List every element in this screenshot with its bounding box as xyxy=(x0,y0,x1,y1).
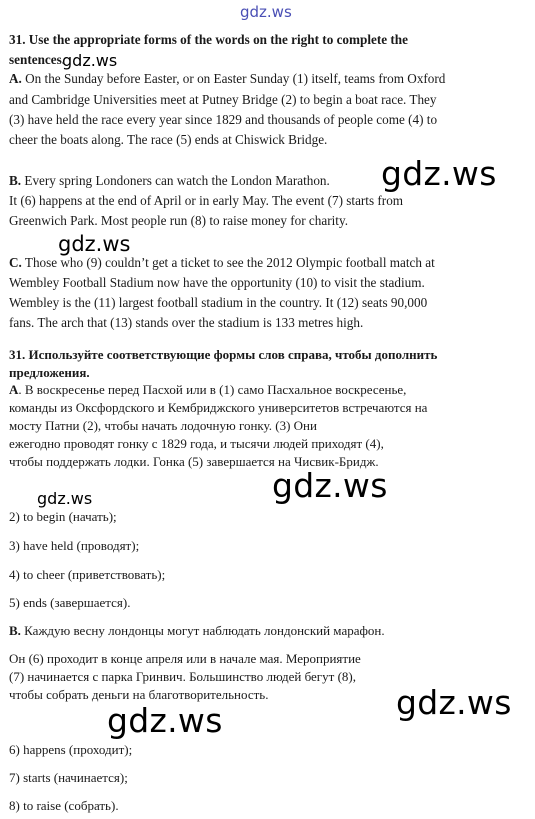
watermark-right-upper: gdz.ws xyxy=(381,154,497,193)
answer-item: 6) happens (проходит); xyxy=(9,742,133,757)
translation-a-line: чтобы поддержать лодки. Гонка (5) завершается на Чисвик-Бридж. xyxy=(9,454,379,469)
translation-b-line: чтобы собрать деньги на благотворительность. xyxy=(9,687,269,702)
answer-item: 8) to raise (собрать). xyxy=(9,798,119,813)
paragraph-c-line: Wembley Football Stadium now have the opportunity (10) to visit the stadium. xyxy=(9,275,425,290)
exercise-heading-en-cont: sentences. xyxy=(9,52,66,67)
watermark-heading: gdz.ws xyxy=(62,51,118,70)
translation-a-line: мосту Патни (2), чтобы начать лодочную гонку. (3) Они xyxy=(9,418,317,433)
paragraph-b-line: B. Every spring Londoners can watch the London Marathon. xyxy=(9,173,330,188)
answer-item: 5) ends (завершается). xyxy=(9,595,131,610)
watermark-center: gdz.ws xyxy=(272,466,388,505)
paragraph-b-line: Greenwich Park. Most people run (8) to raise money for charity. xyxy=(9,213,348,228)
paragraph-a-line: (3) have held the race every year since 1829 and thousands of people come (4) to xyxy=(9,112,438,127)
paragraph-a-line: A. On the Sunday before Easter, or on Easter Sunday (1) itself, teams from Oxford xyxy=(9,71,446,86)
answer-item: 4) to cheer (приветствовать); xyxy=(9,567,166,582)
watermark-right-lower: gdz.ws xyxy=(396,683,512,722)
translation-b-label: В. xyxy=(9,623,21,638)
translation-b-line: В. Каждую весну лондонцы могут наблюдать лондонский марафон. xyxy=(9,623,385,638)
translation-b-line: Он (6) проходит в конце апреля или в начале мая. Мероприятие xyxy=(9,651,361,666)
paragraph-c-line: Wembley is the (11) largest football stadium in the country. It (12) seats 90,000 xyxy=(9,295,428,310)
exercise-heading-en: 31. Use the appropriate forms of the words on the right to complete the xyxy=(9,32,408,47)
translation-b-line: (7) начинается с парка Гринвич. Большинство людей бегут (8), xyxy=(9,669,356,684)
answer-item: 3) have held (проводят); xyxy=(9,538,140,553)
translation-a-line: команды из Оксфордского и Кембриджского университетов встречаются на xyxy=(9,400,428,415)
paragraph-c-line: fans. The arch that (13) stands over the stadium is 133 metres high. xyxy=(9,315,364,330)
paragraph-a-label: A. xyxy=(9,71,22,86)
exercise-heading-ru-cont: предложения. xyxy=(9,365,90,380)
translation-a-line: А. В воскресенье перед Пасхой или в (1) само Пасхальное воскресенье, xyxy=(9,382,407,397)
paragraph-a-line: cheer the boats along. The race (5) ends at Chiswick Bridge. xyxy=(9,132,328,147)
watermark-left-upper: gdz.ws xyxy=(58,232,131,256)
paragraph-b-line: It (6) happens at the end of April or in early May. The event (7) starts from xyxy=(9,193,404,208)
paragraph-c-line: C. Those who (9) couldn’t get a ticket to see the 2012 Olympic football match at xyxy=(9,255,435,270)
translation-a-label: А xyxy=(9,382,19,397)
translation-a-line: ежегодно проводят гонку с 1829 года, и тысячи людей приходят (4), xyxy=(9,436,384,451)
exercise-heading-ru: 31. Используйте соответствующие формы слов справа, чтобы дополнить xyxy=(9,347,438,362)
watermark-left-mid: gdz.ws xyxy=(37,489,93,508)
paragraph-a-line: and Cambridge Universities meet at Putney Bridge (2) to begin a boat race. They xyxy=(9,92,437,107)
paragraph-c-label: C. xyxy=(9,255,22,270)
answer-item: 7) starts (начинается); xyxy=(9,770,128,785)
answer-item: 2) to begin (начать); xyxy=(9,509,117,524)
watermark-left-lower: gdz.ws xyxy=(107,701,223,740)
watermark-top: gdz.ws xyxy=(240,3,292,21)
paragraph-b-label: B. xyxy=(9,173,22,188)
